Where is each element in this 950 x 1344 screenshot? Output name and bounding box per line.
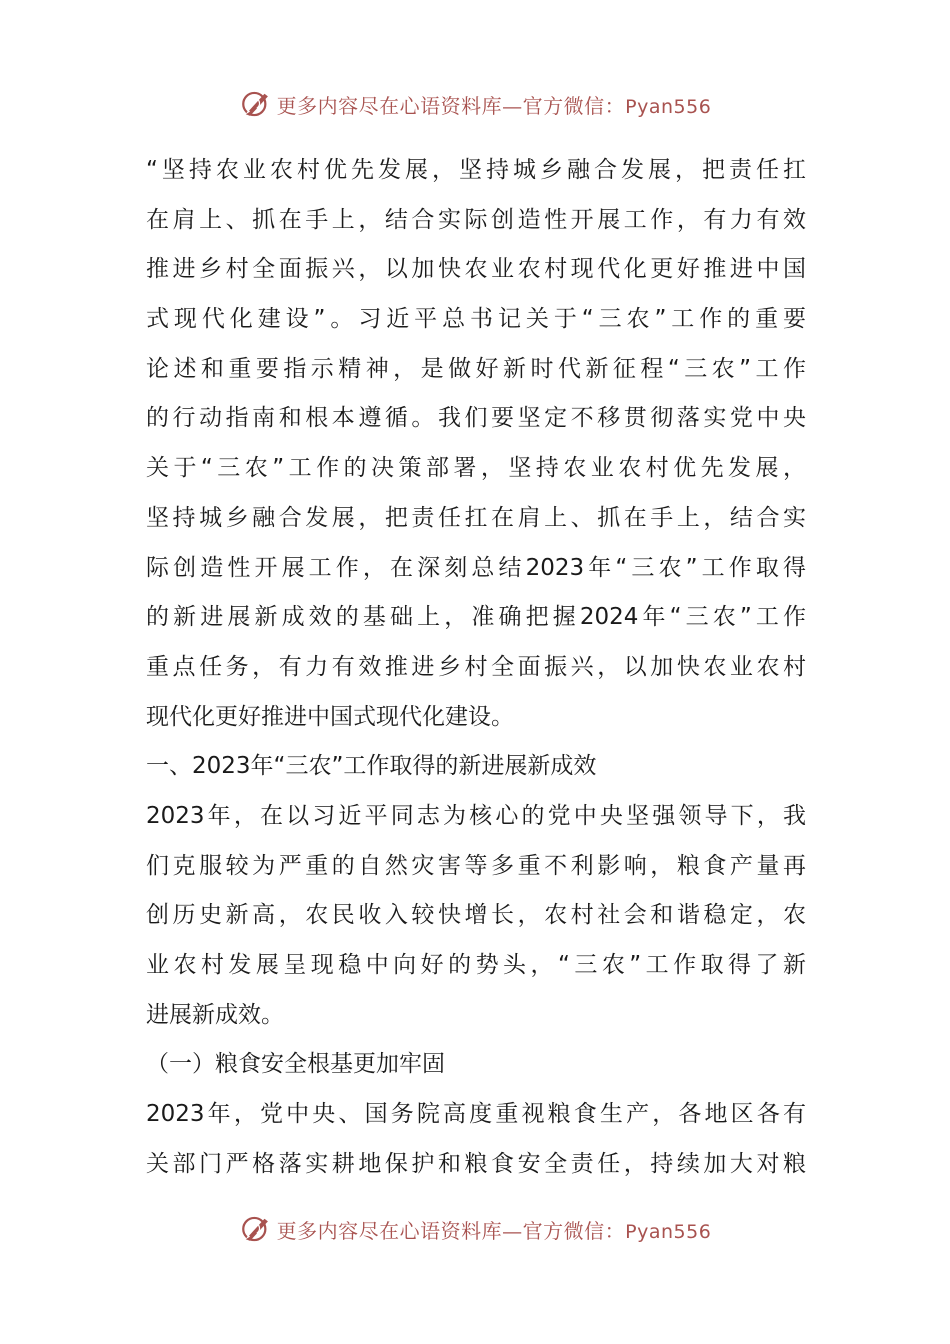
document-body (146, 146, 806, 1189)
subsection-heading: （一）粮食安全根基更加牢固 (146, 1051, 445, 1078)
text-line: 重点任务，有力有效推进乡村全面振兴，以加快农业农村 (146, 653, 806, 680)
header-watermark-banner (0, 84, 950, 124)
text-line: 关部门严格落实耕地保护和粮食安全责任，持续加大对粮 (146, 1150, 806, 1177)
section-heading: 一、2023年“三农”工作取得的新进展新成效 (146, 753, 597, 780)
text-line: 推进乡村全面振兴，以加快农业农村现代化更好推进中国 (146, 256, 806, 283)
text-line: 现代化更好推进中国式现代化建设。 (146, 703, 514, 730)
watermark-text (277, 90, 712, 119)
text-line: 们克服较为严重的自然灾害等多重不利影响，粮食产量再 (146, 852, 806, 879)
watermark-text (277, 1215, 712, 1244)
text-line: 论述和重要指示精神，是做好新时代新征程“三农”工作 (146, 355, 806, 382)
wechat-id: Pyan556 (625, 95, 712, 118)
footer-watermark-banner (0, 1209, 950, 1249)
text-line: 际创造性开展工作，在深刻总结2023年“三农”工作取得 (146, 554, 806, 581)
text-line: 关于“三农”工作的决策部署，坚持农业农村优先发展， (146, 455, 806, 482)
watermark-caption: 更多内容尽在心语资料库—官方微信： (276, 93, 626, 118)
text-line: 2023年，在以习近平同志为核心的党中央坚强领导下，我 (146, 802, 806, 829)
text-line: 的新进展新成效的基础上，准确把握2024年“三农”工作 (146, 604, 806, 631)
text-line: 业农村发展呈现稳中向好的势头，“三农”工作取得了新 (146, 952, 806, 978)
text-line: 式现代化建设”。习近平总书记关于“三农”工作的重要 (146, 306, 806, 333)
text-line: 进展新成效。 (146, 1001, 284, 1028)
pen-logo-icon (239, 87, 273, 121)
watermark-caption: 更多内容尽在心语资料库—官方微信： (276, 1218, 626, 1243)
text-line: “坚持农业农村优先发展，坚持城乡融合发展，把责任扛 (146, 157, 806, 183)
text-line: 在肩上、抓在手上，结合实际创造性开展工作，有力有效 (146, 206, 806, 233)
wechat-id: Pyan556 (625, 1220, 712, 1243)
text-line: 创历史新高，农民收入较快增长，农村社会和谐稳定，农 (146, 902, 806, 929)
pen-logo-icon (239, 1212, 273, 1246)
text-line: 2023年，党中央、国务院高度重视粮食生产，各地区各有 (146, 1101, 806, 1128)
text-line: 的行动指南和根本遵循。我们要坚定不移贯彻落实党中央 (146, 405, 806, 432)
text-line: 坚持城乡融合发展，把责任扛在肩上、抓在手上，结合实 (146, 504, 806, 531)
